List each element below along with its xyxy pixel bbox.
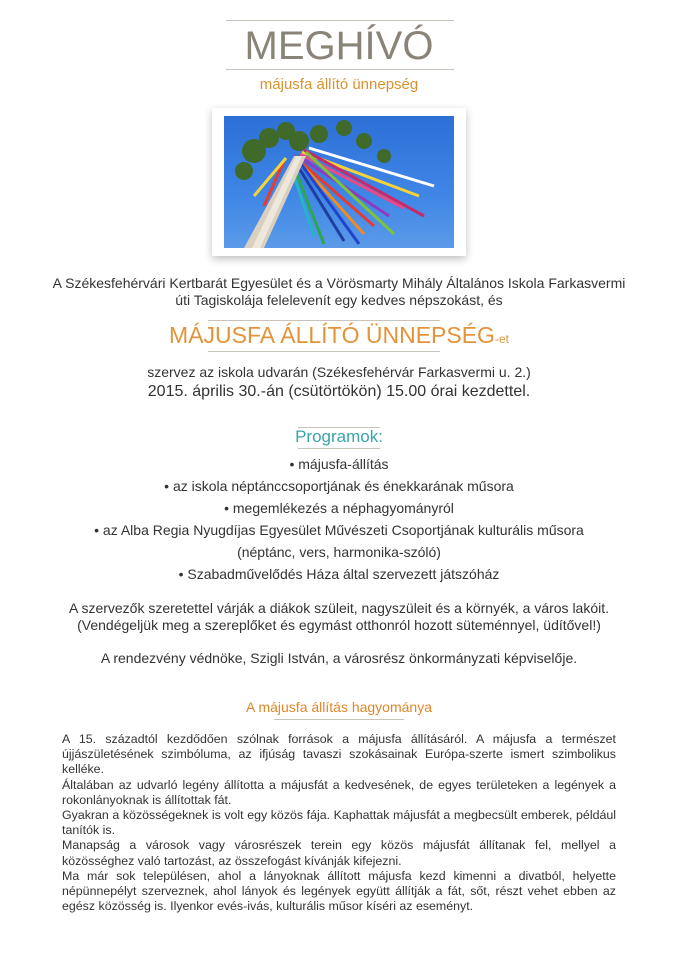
invite-line-1: A szervezők szeretettel várják a diákok szüleit, nagyszüleit és a környék, a város lakóit. (68, 600, 610, 616)
patron-text: A rendezvény védnöke, Szigli István, a városrész önkormányzati képviselője. (100, 650, 578, 666)
tradition-paragraph: Manapság a városok vagy városrészek terein egy közös májusfát állítanak fel, mellyel a közösséghez való tartozást, az összefogást kívánják kifejezni. (62, 838, 616, 868)
program-item: • megemlékezés a néphagyományról (224, 500, 454, 516)
program-item: • az Alba Regia Nyugdíjas Egyesület Művészeti Csoportjának kulturális műsora (94, 522, 584, 538)
tradition-paragraph: A 15. századtól kezdődően szólnak források a májusfa állításáról. A májusfa a természet újjászületésének szimbóluma, az ifjúság tavaszi szokásainak Európa-szerte ismert szimbolikus kelléke. (62, 732, 616, 777)
event-datetime: 2015. április 30.-án (csütörtökön) 15.00 órai kezdettel. (147, 383, 531, 400)
event-rule-bottom (208, 351, 440, 352)
tradition-title: A májusfa állítás hagyománya (246, 699, 432, 715)
intro-line-1: A Székesfehérvári Kertbarát Egyesület és a Vörösmarty Mihály Általános Iskola Farkasvermi (52, 275, 626, 291)
invite-text (20, 600, 658, 634)
photo-frame (212, 108, 466, 256)
program-item: • az iskola néptánccsoportjának és énekkarának műsora (164, 478, 514, 494)
event-name (0, 322, 678, 352)
tradition-paragraph: Ma már sok településen, ahol a lányoknak állított májusfa kezd kimenni a divatból, helyette népünnepélyt szerveznek, ahol lányok és legények együtt állítják a fát, sőt, részt vehet ebben az egész közösség is. Ilyenkor evés-ivás, kulturális műsor kíséri az eseményt. (62, 868, 616, 914)
programs-rule-bottom (298, 448, 380, 449)
page-title: MEGHÍVÓ (244, 24, 434, 68)
intro-line-2: úti Tagiskolája felelevenít egy kedves népszokást, és (175, 292, 503, 308)
invite-line-2: (Vendégeljük meg a szereplőket és egymást otthonról hozott süteménnyel, üdítővel!) (77, 617, 601, 633)
title-rule-top (226, 20, 454, 21)
tradition-paragraph: Általában az udvarló legény állította a májusfát a kedvesének, de egyes területeken a legények a rokonlányoknak is állítottak fát. (62, 777, 616, 807)
program-item: • májusfa-állítás (289, 456, 389, 472)
event-place: szervez az iskola udvarán (Székesfehérvár Farkasvermi u. 2.) (147, 364, 531, 380)
event-rule-top (208, 320, 440, 321)
page-subtitle: májusfa állító ünnepség (259, 76, 419, 93)
tradition-paragraph: Gyakran a közösségeknek is volt egy közös fája. Kaphattak májusfát a megbecsült emberek, például tanítók is. (62, 808, 616, 838)
tradition-rule (274, 719, 404, 720)
program-item: (néptánc, vers, harmonika-szóló) (237, 544, 441, 560)
tradition-body (62, 732, 616, 914)
event-name-text: MÁJUSFA ÁLLÍTÓ ÜNNEPSÉG (169, 322, 495, 348)
title-rule-bottom (226, 69, 454, 70)
programs-title: Programok: (295, 427, 383, 446)
maypole-photo-icon (224, 116, 454, 248)
program-item: • Szabadművelődés Háza által szervezett játszóház (178, 566, 500, 582)
event-name-suffix: -et (494, 332, 509, 346)
intro-text (30, 275, 648, 309)
